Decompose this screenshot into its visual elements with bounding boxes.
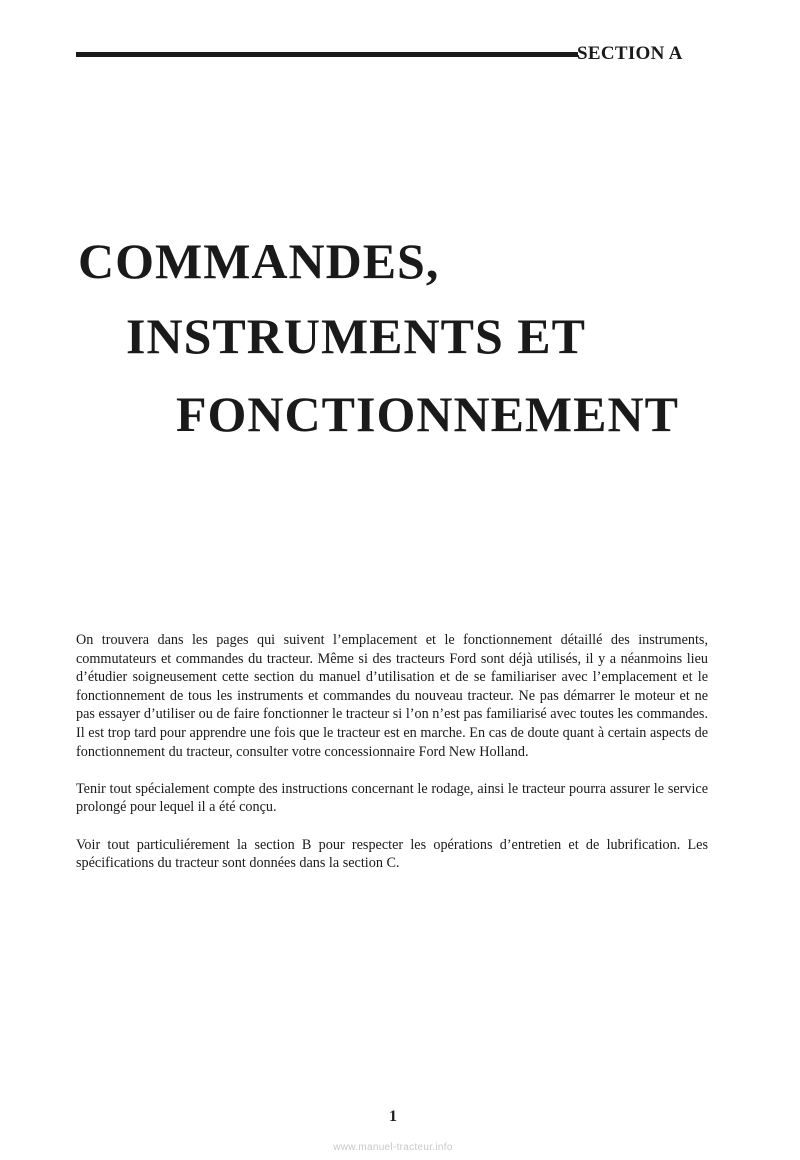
page-title-line-2: INSTRUMENTS ET — [126, 308, 586, 364]
paragraph-sections: Voir tout particuliérement la section B pour respecter les opérations d’entretien et de lubrification. Les spécifications du tracteur sont données dans la section C. — [76, 836, 708, 872]
page-number: 1 — [389, 1108, 397, 1125]
body-text — [76, 631, 708, 891]
paragraph-rodage: Tenir tout spécialement compte des instructions concernant le rodage, ainsi le tracteur pourra assurer le service prolongé pour lequel il a été conçu. — [76, 780, 708, 816]
paragraph-intro: On trouvera dans les pages qui suivent l’emplacement et le fonctionnement détaillé des instruments, commutateurs et commandes du tracteur. Même si des tracteurs Ford sont déjà utilisés, il y a néanmoins lieu d’étudier soigneusement cette section du manuel d’utilisation et de se familiariser avec l’emplacement et le fonctionnement de tous les instruments et commandes du nouveau tracteur. Ne pas démarrer le moteur et ne pas essayer d’utiliser ou de faire fonctionner le tracteur si l’on n’est pas familiarisé avec toutes les commandes. Il est trop tard pour apprendre une fois que le tracteur est en marche. En cas de doute quant à certain aspects de fonctionnement du tracteur, consulter votre concessionnaire Ford New Holland. — [76, 632, 708, 760]
page-title-line-1: COMMANDES, — [78, 233, 440, 289]
section-label: SECTION A — [577, 43, 683, 64]
watermark: www.manuel-tracteur.info — [333, 1142, 453, 1153]
header-rule — [76, 52, 578, 57]
page-title-line-3: FONCTIONNEMENT — [176, 386, 679, 442]
